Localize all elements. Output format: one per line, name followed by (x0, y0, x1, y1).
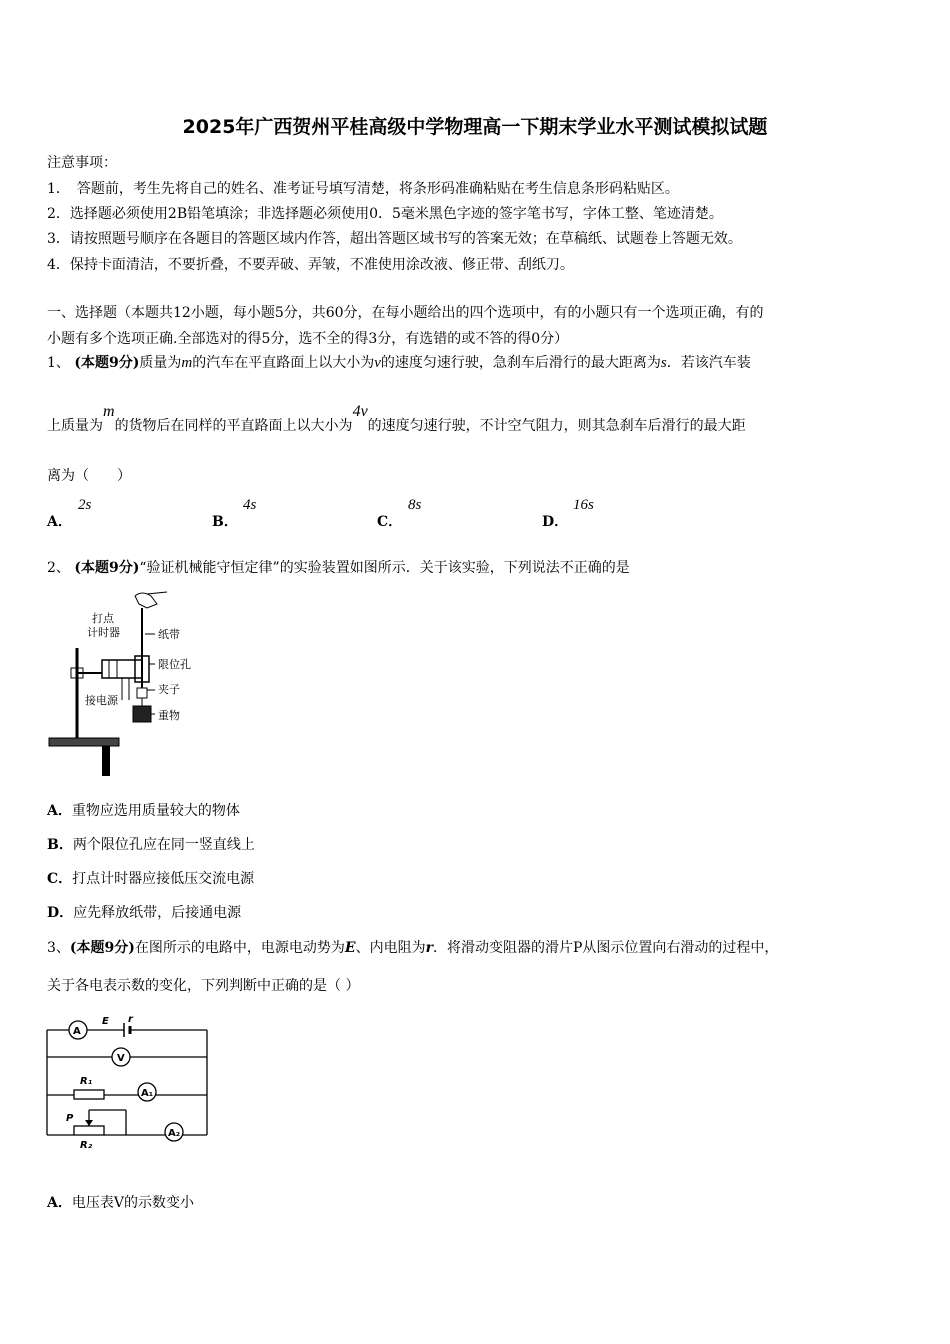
question-1-number: 1、 (47, 355, 70, 371)
question-1-line1 (47, 352, 751, 372)
q1-var-m2: m (103, 403, 115, 420)
question-3-line2: 关于各电表示数的变化，下列判断中正确的是（ ） (47, 978, 360, 994)
label-timer-2: 计时器 (87, 626, 120, 639)
weight (133, 706, 151, 722)
resistor-r1 (74, 1090, 104, 1099)
question-1-line2 (47, 403, 746, 435)
rheostat-r2 (74, 1126, 104, 1135)
q1-var-m: m (181, 355, 193, 371)
q3-var-e: E (344, 940, 356, 956)
notice-item-4: 4．保持卡面清洁，不要折叠，不要弄破、弄皱，不准使用涂改液、修正带、刮纸刀。 (47, 257, 574, 273)
label-e: E (102, 1016, 109, 1027)
q1-option-a-value: 2s (78, 497, 92, 513)
q1-var-4v: 4v (352, 403, 368, 420)
label-weight: 重物 (158, 709, 180, 722)
label-limit-hole: 限位孔 (158, 658, 191, 671)
q2-option-b-text: 两个限位孔应在同一竖直线上 (72, 837, 255, 853)
q2-option-b[interactable] (47, 834, 255, 854)
q1-text-part: 上质量为 (47, 418, 103, 434)
label-p: P (66, 1113, 74, 1124)
question-3-number: 3、 (47, 940, 70, 956)
label-timer-1: 打点 (92, 612, 114, 625)
q3-text-part: ．将滑动变阻器的滑片P从图示位置向右滑动的过程中， (432, 940, 779, 956)
q2-option-a[interactable] (47, 800, 240, 820)
q2-option-d-label: D． (47, 905, 74, 921)
q1-option-d-value: 16s (573, 497, 594, 513)
q2-option-c-text: 打点计时器应接低压交流电源 (72, 871, 255, 887)
timer-device (102, 660, 142, 678)
label-a1: A₁ (141, 1088, 154, 1099)
clip (137, 688, 147, 698)
section-instructions-line1: 一、选择题（本题共12小题，每小题5分，共60分，在每小题给出的四个选项中，有的小题只有一个选项正确，有的 (47, 305, 764, 321)
question-2-score: (本题9分) (74, 560, 140, 576)
notice-item-3: 3．请按照题号顺序在各题目的答题区域内作答，超出答题区域书写的答案无效；在草稿纸、试题卷上答题无效。 (47, 231, 742, 247)
q1-text-part: 的汽车在平直路面上以大小为 (192, 355, 375, 371)
experiment-apparatus-figure (47, 588, 217, 778)
q2-option-c-label: C． (47, 871, 73, 887)
q3-option-a-label: A． (47, 1195, 72, 1211)
q1-option-b-value: 4s (243, 497, 257, 513)
q3-option-a-text: 电压表V的示数变小 (71, 1195, 194, 1211)
q1-text-part: 的速度匀速行驶，不计空气阻力，则其急刹车后滑行的最大距 (367, 418, 746, 434)
label-power: 接电源 (85, 694, 118, 707)
q1-var-s: s (660, 355, 667, 371)
label-clip: 夹子 (158, 683, 180, 696)
table-leg (102, 746, 110, 776)
notice-item-1: 1． 答题前，考生先将自己的姓名、准考证号填写清楚，将条形码准确粘贴在考生信息条形码粘贴区。 (47, 181, 679, 197)
q2-option-d[interactable] (47, 902, 241, 922)
q2-option-c[interactable] (47, 868, 254, 888)
q2-option-a-text: 重物应选用质量较大的物体 (71, 803, 240, 819)
question-2-number: 2、 (47, 560, 70, 576)
q2-option-d-text: 应先释放纸带，后接通电源 (73, 905, 242, 921)
question-1-line3: 离为（ ） (47, 468, 131, 484)
question-3-score: (本题9分) (69, 940, 135, 956)
label-v: V (117, 1053, 125, 1064)
q1-text-part: ．若该汽车装 (666, 355, 751, 371)
q2-option-b-label: B． (47, 837, 73, 853)
label-r2: R₂ (80, 1140, 93, 1150)
q3-text-part: 、内电阻为 (355, 940, 426, 956)
q3-text-part: 在图所示的电路中，电源电动势为 (134, 940, 345, 956)
notice-item-2: 2．选择题必须使用2B铅笔填涂；非选择题必须使用0．5毫米黑色字迹的签字笔书写，字体工整、笔迹清楚。 (47, 206, 723, 222)
q1-text-part: 的货物后在同样的平直路面上以大小为 (114, 418, 353, 434)
q1-var-v: v (374, 355, 381, 371)
stand-base (49, 738, 119, 746)
q1-option-c-label[interactable]: C． (377, 514, 403, 530)
q1-text-part: 质量为 (139, 355, 182, 371)
question-1-score: (本题9分) (74, 355, 140, 371)
section-instructions-line2: 小题有多个选项正确.全部选对的得5分，选不全的得3分，有选错的或不答的得0分） (47, 331, 569, 347)
page-title: 2025年广西贺州平桂高级中学物理高一下期末学业水平测试模拟试题 (182, 116, 768, 138)
label-a2: A₂ (168, 1128, 181, 1139)
question-2-line1 (47, 557, 630, 577)
label-r1: R₁ (80, 1076, 93, 1087)
q3-option-a[interactable] (47, 1192, 194, 1212)
q3-var-r: r (425, 940, 433, 956)
q1-option-a-label[interactable]: A． (47, 514, 72, 530)
q1-text-part: 的速度匀速行驶，急刹车后滑行的最大距离为 (380, 355, 661, 371)
label-tape: 纸带 (158, 628, 180, 641)
q2-option-a-label: A． (47, 803, 72, 819)
question-2-text: “验证机械能守恒定律”的实验装置如图所示．关于该实验，下列说法不正确的是 (139, 560, 630, 576)
circuit-diagram-figure (44, 1010, 214, 1150)
notice-heading: 注意事项： (47, 155, 117, 171)
slider-p (85, 1120, 93, 1126)
q1-option-d-label[interactable]: D． (542, 514, 569, 530)
label-r: r (128, 1014, 133, 1025)
q1-option-c-value: 8s (408, 497, 422, 513)
q1-option-b-label[interactable]: B． (212, 514, 238, 530)
label-a: A (73, 1026, 81, 1037)
question-3-line1 (47, 937, 778, 957)
